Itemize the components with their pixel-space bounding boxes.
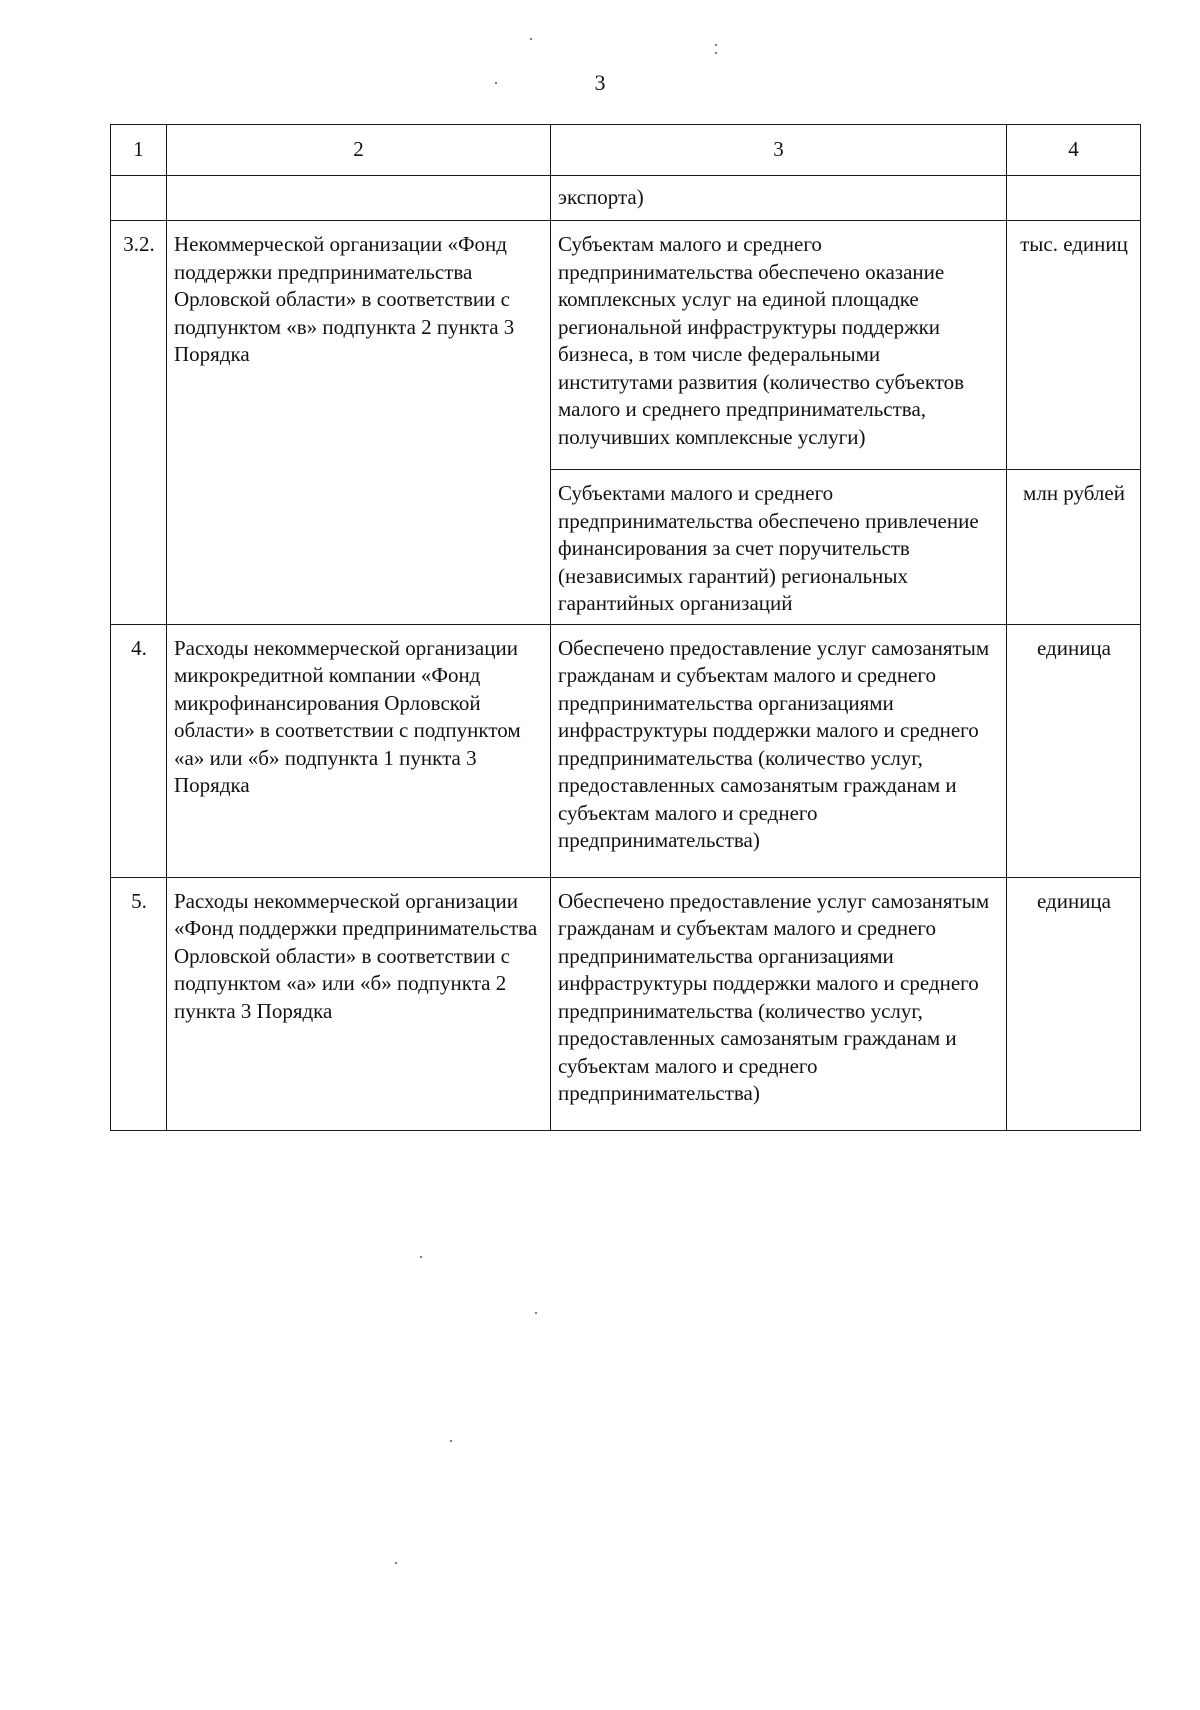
result-description: Обеспечено предоставление услуг самозанятым гражданам и субъектам малого и среднего предпринимательства организациями инфраструктуры поддержки малого и среднего предпринимательства (количество услуг, предоставленных самозанятым гражданам и субъектам малого и среднего предпринимательства) (551, 877, 1007, 1130)
unit-cell: млн рублей (1007, 470, 1141, 625)
scan-speck (495, 82, 497, 84)
unit-cell: тыс. единиц (1007, 221, 1141, 470)
indicators-table (110, 124, 1141, 1131)
scan-speck (715, 44, 717, 46)
scan-speck (450, 1440, 452, 1442)
recipient-cell: Расходы некоммерческой организации «Фонд поддержки предпринимательства Орловской области» в соответствии с подпунктом «а» или «б» подпункта 2 пункта 3 Порядка (167, 877, 551, 1130)
recipient-cell: Некоммерческой организации «Фонд поддержки предпринимательства Орловской области» в соответствии с подпунктом «в» подпункта 2 пункта 3 Порядка (167, 221, 551, 625)
scan-speck (535, 1312, 537, 1314)
row-number: 3.2. (111, 221, 167, 625)
table-cell (111, 176, 167, 221)
continuation-row (111, 176, 1141, 221)
table-cell (1007, 176, 1141, 221)
header-col-2: 2 (167, 125, 551, 176)
row-number: 5. (111, 877, 167, 1130)
table-row-3-2 (111, 221, 1141, 470)
scan-speck (530, 38, 532, 40)
page-number: 3 (594, 70, 606, 95)
row-number: 4. (111, 624, 167, 877)
table-cell (167, 176, 551, 221)
result-description: Обеспечено предоставление услуг самозанятым гражданам и субъектам малого и среднего предпринимательства организациями инфраструктуры поддержки малого и среднего предпринимательства (количество услуг, предоставленных самозанятым гражданам и субъектам малого и среднего предпринимательства) (551, 624, 1007, 877)
unit-cell: единица (1007, 624, 1141, 877)
recipient-cell: Расходы некоммерческой организации микрокредитной компании «Фонд микрофинансирования Орловской области» в соответствии с подпунктом «а» или «б» подпункта 1 пункта 3 Порядка (167, 624, 551, 877)
table-header-row (111, 125, 1141, 176)
scan-speck (420, 1256, 422, 1258)
table-row-5 (111, 877, 1141, 1130)
header-col-3: 3 (551, 125, 1007, 176)
table-row-4 (111, 624, 1141, 877)
result-description: Субъектами малого и среднего предпринимательства обеспечено привлечение финансирования за счет поручительств (независимых гарантий) региональных гарантийных организаций (551, 470, 1007, 625)
unit-cell: единица (1007, 877, 1141, 1130)
continuation-text: экспорта) (551, 176, 1007, 221)
header-col-1: 1 (111, 125, 167, 176)
result-description: Субъектам малого и среднего предпринимательства обеспечено оказание комплексных услуг на единой площадке региональной инфраструктуры поддержки бизнеса, в том числе федеральными институтами развития (количество субъектов малого и среднего предпринимательства, получивших комплексные услуги) (551, 221, 1007, 470)
header-col-4: 4 (1007, 125, 1141, 176)
scan-speck (715, 52, 717, 54)
scan-speck (395, 1562, 397, 1564)
